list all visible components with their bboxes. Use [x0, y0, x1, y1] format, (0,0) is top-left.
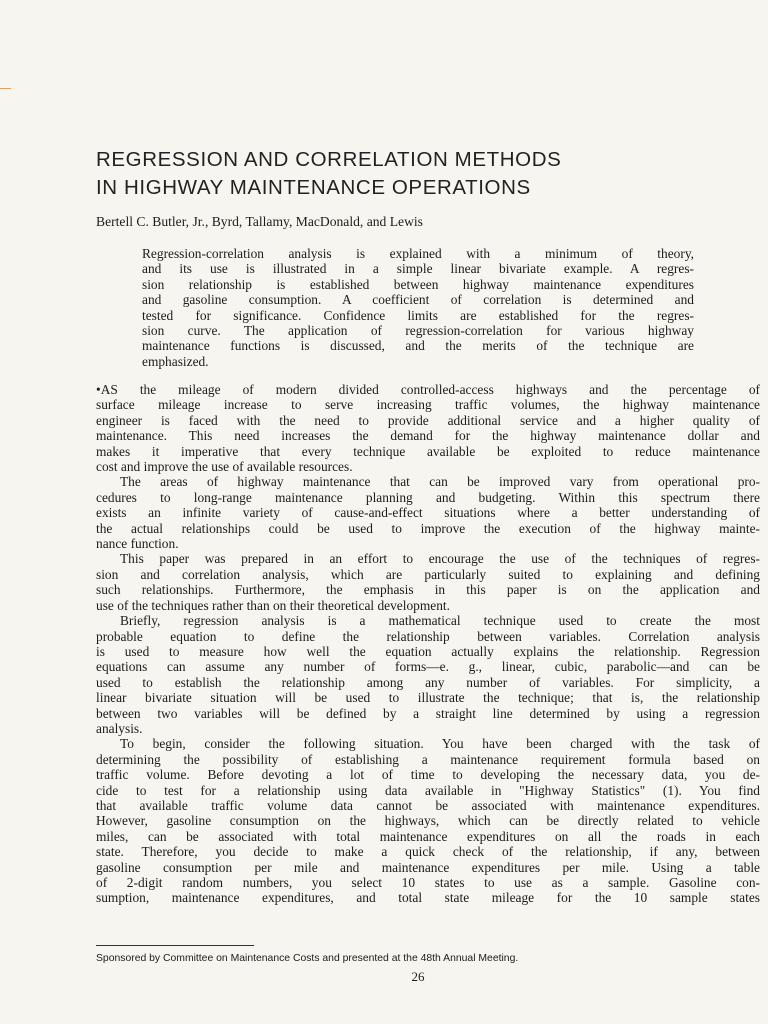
abstract-line: maintenance functions is discussed, and the merits of the technique are: [142, 338, 694, 354]
body-line: state. Therefore, you decide to make a quick check of the relationship, if any, between: [96, 844, 760, 860]
footnote: Sponsored by Committee on Maintenance Costs and presented at the 48th Annual Meeting.: [96, 953, 519, 964]
abstract-line: and gasoline consumption. A coefficient of correlation is determined and: [142, 292, 694, 308]
body-line: nance function.: [96, 536, 179, 552]
abstract-line: sion relationship is established between highway maintenance expenditures: [142, 276, 694, 292]
abstract-line: and its use is illustrated in a simple linear bivariate example. A regres-: [142, 261, 694, 277]
abstract-line: Regression-correlation analysis is explained with a minimum of theory,: [142, 246, 694, 261]
body-line: analysis.: [96, 720, 143, 736]
body-line: This paper was prepared in an effort to encourage the use of the techniques of regres-: [120, 551, 760, 567]
body-line: used to establish the relationship among any number of variables. For simplicity, a: [96, 674, 760, 690]
body-line: between two variables will be defined by a straight line determined by using a regression: [96, 705, 760, 721]
body-line: is used to measure how well the equation actually explains the relationship. Regression: [96, 643, 760, 659]
body-line: However, gasoline consumption on the highways, which can be directly related to vehicle: [96, 813, 760, 829]
body-line: sumption, maintenance expenditures, and total state mileage for the 10 sample states: [96, 890, 760, 906]
body-line: cedures to long-range maintenance planning and budgeting. Within this spectrum there: [96, 489, 760, 505]
abstract-line: tested for significance. Confidence limits are established for the regres-: [142, 307, 694, 323]
body-line: To begin, consider the following situation. You have been charged with the task of: [120, 736, 760, 752]
body-line: such relationships. Furthermore, the emphasis in this paper is on the application and: [96, 582, 760, 598]
body-line: use of the techniques rather than on their theoretical development.: [96, 597, 450, 613]
page-title: [96, 146, 696, 202]
abstract: [142, 246, 694, 369]
body-line: engineer is faced with the need to provide additional service and a higher quality of: [96, 412, 760, 428]
body-line: maintenance. This need increases the demand for the highway maintenance dollar and: [96, 428, 760, 444]
body-line: the actual relationships could be used to improve the execution of the highway mainte-: [96, 520, 760, 536]
body-line: that available traffic volume data cannot be associated with maintenance expenditures.: [96, 797, 760, 813]
title-line-1: REGRESSION AND CORRELATION METHODS: [96, 148, 562, 171]
body-line: exists an infinite variety of cause-and-effect situations where a better understanding of: [96, 505, 760, 521]
body-line: linear bivariate situation will be used to illustrate the technique; that is, the relationship: [96, 690, 760, 706]
title-line-2: IN HIGHWAY MAINTENANCE OPERATIONS: [96, 176, 531, 199]
body-line: gasoline consumption per mile and maintenance expenditures per mile. Using a table: [96, 859, 760, 875]
abstract-line: emphasized.: [142, 353, 209, 369]
body-line: miles, can be associated with total maintenance expenditures on all the roads in each: [96, 828, 760, 844]
body-line: surface mileage increase to serve increasing traffic volumes, the highway maintenance: [96, 397, 760, 413]
footnote-rule: [96, 945, 254, 946]
body-line: of 2-digit random numbers, you select 10 states to use as a sample. Gasoline con-: [96, 875, 760, 890]
page-number: 26: [411, 969, 425, 984]
author-line: Bertell C. Butler, Jr., Byrd, Tallamy, MacDonald, and Lewis: [96, 214, 423, 229]
body-line: cide to test for a relationship using data available in "Highway Statistics" (1). You find: [96, 782, 760, 798]
abstract-line: sion curve. The application of regression-correlation for various highway: [142, 323, 694, 339]
body-line: determining the possibility of establishing a maintenance requirement formula based on: [96, 751, 760, 767]
body-line: makes it imperative that every technique available be exploited to reduce maintenance: [96, 443, 760, 459]
body-text: [96, 382, 760, 906]
body-line: •AS the mileage of modern divided controlled-access highways and the percentage of: [96, 382, 760, 397]
body-line: probable equation to define the relationship between variables. Correlation analysis: [96, 628, 760, 644]
body-line: cost and improve the use of available resources.: [96, 459, 353, 475]
body-line: sion and correlation analysis, which are particularly suited to explaining and defining: [96, 566, 760, 582]
body-line: traffic volume. Before devoting a lot of time to developing the necessary data, you de-: [96, 767, 760, 783]
body-line: equations can assume any number of forms—e. g., linear, cubic, parabolic—and can be: [96, 659, 760, 675]
body-line: The areas of highway maintenance that can be improved vary from operational pro-: [120, 474, 760, 490]
body-line: Briefly, regression analysis is a mathematical technique used to create the most: [120, 613, 760, 629]
margin-mark: [0, 88, 11, 89]
